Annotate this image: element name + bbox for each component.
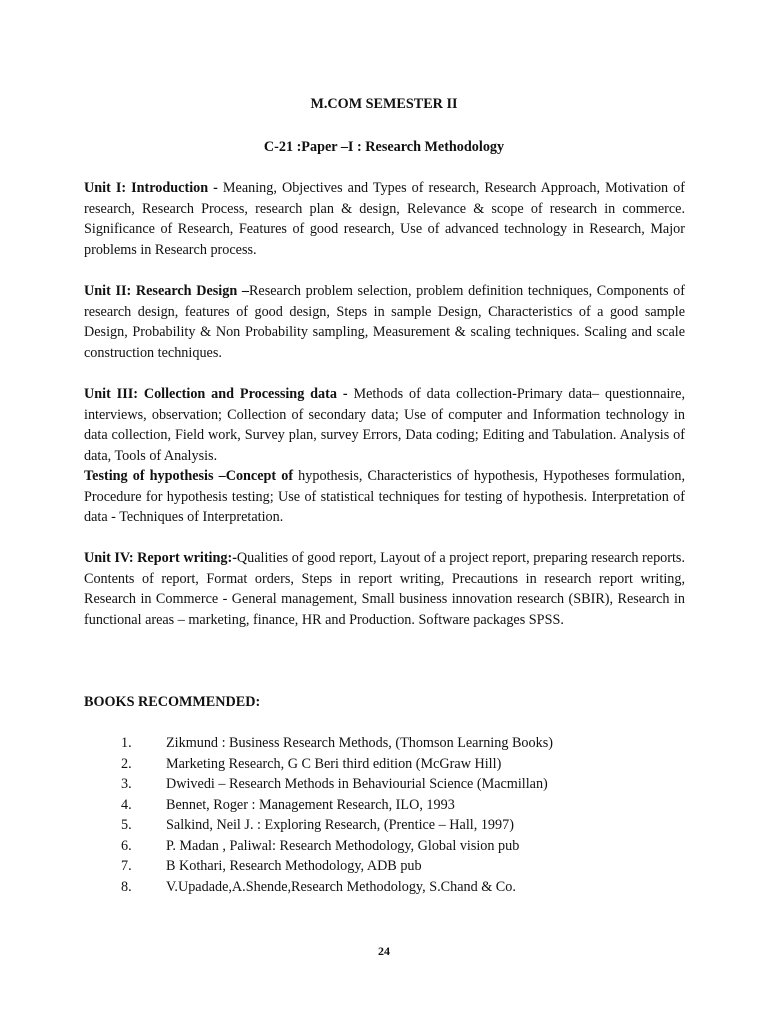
book-title: Dwivedi – Research Methods in Behaviourial Science (Macmillan) — [166, 776, 548, 792]
list-number: 8. — [121, 878, 132, 895]
list-number: 3. — [121, 776, 132, 792]
unit-3-body: Methods of data collection-Primary data– questionnaire, interviews, observation; Collection of secondary data; Use of computer and Information technology in data collection, Field work, Survey plan, survey Errors, Data coding; Editing and Tabulation. Analysis of data, Tools of Analysis. — [84, 386, 685, 464]
list-item — [0, 774, 768, 795]
unit-2-paragraph — [84, 281, 685, 363]
list-item — [0, 836, 768, 857]
book-list — [0, 733, 768, 897]
book-title: Salkind, Neil J. : Exploring Research, (Prentice – Hall, 1997) — [166, 817, 514, 833]
book-title: Bennet, Roger : Management Research, ILO, 1993 — [166, 796, 455, 813]
list-item — [0, 795, 768, 816]
list-number: 6. — [121, 837, 132, 854]
unit-1-paragraph — [84, 178, 685, 260]
paper-heading: C-21 :Paper –I : Research Methodology — [263, 139, 505, 155]
list-item — [0, 815, 768, 836]
unit-4-body: Qualities of good report, Layout of a project report, preparing research reports. Contents of report, Format orders, Steps in report writing, Precautions in research report writing, Research in Commerce - General management, Small business innovation research (SBIR), Research in functional areas – marketing, finance, HR and Production. Software packages SPSS. — [84, 550, 685, 628]
page-number: 24 — [378, 944, 390, 958]
hypothesis-title: Testing of hypothesis –Concept of — [84, 468, 294, 484]
list-number: 5. — [121, 817, 132, 833]
list-number: 4. — [121, 796, 132, 813]
book-title: P. Madan , Paliwal: Research Methodology, Global vision pub — [166, 837, 520, 854]
hypothesis-paragraph — [84, 466, 685, 528]
unit-3-title: Unit III: Collection and Processing data - — [84, 386, 348, 402]
unit-1-title: Unit I: Introduction - — [84, 180, 218, 196]
semester-heading: M.COM SEMESTER II — [310, 96, 458, 112]
list-number: 7. — [121, 858, 132, 874]
book-title: Zikmund : Business Research Methods, (Thomson Learning Books) — [166, 735, 553, 751]
list-number: 1. — [121, 735, 132, 751]
list-item — [0, 856, 768, 877]
list-item — [0, 733, 768, 754]
list-number: 2. — [121, 755, 132, 772]
list-item — [0, 877, 768, 898]
book-title: Marketing Research, G C Beri third edition (McGraw Hill) — [166, 755, 502, 772]
books-heading: BOOKS RECOMMENDED: — [84, 694, 261, 710]
unit-2-body: Research problem selection, problem definition techniques, Components of research design, features of good design, Steps in sample Design, Characteristics of a good sample Design, Probability & Non Probability sampling, Measurement & scaling techniques. Scaling and scale construction techniques. — [84, 283, 686, 361]
unit-2-title: Unit II: Research Design – — [84, 283, 249, 299]
book-title: V.Upadade,A.Shende,Research Methodology, S.Chand & Co. — [166, 878, 516, 895]
list-item — [0, 754, 768, 775]
unit-3-paragraph — [84, 384, 685, 466]
book-title: B Kothari, Research Methodology, ADB pub — [166, 858, 422, 874]
unit-1-body: Meaning, Objectives and Types of research, Research Approach, Motivation of research, Research Process, research plan & design, Relevance & scope of research in commerce. Significance of Research, Features of good research, Use of advanced technology in Research, Major problems in Research process. — [84, 180, 685, 258]
hypothesis-body: hypothesis, Characteristics of hypothesis, Hypotheses formulation, Procedure for hypothesis testing; Use of statistical techniques for testing of hypothesis. Interpretation of data - Techniques of Interpretation. — [84, 468, 685, 526]
unit-4-paragraph — [84, 548, 685, 630]
unit-4-title: Unit IV: Report writing:- — [84, 550, 237, 566]
